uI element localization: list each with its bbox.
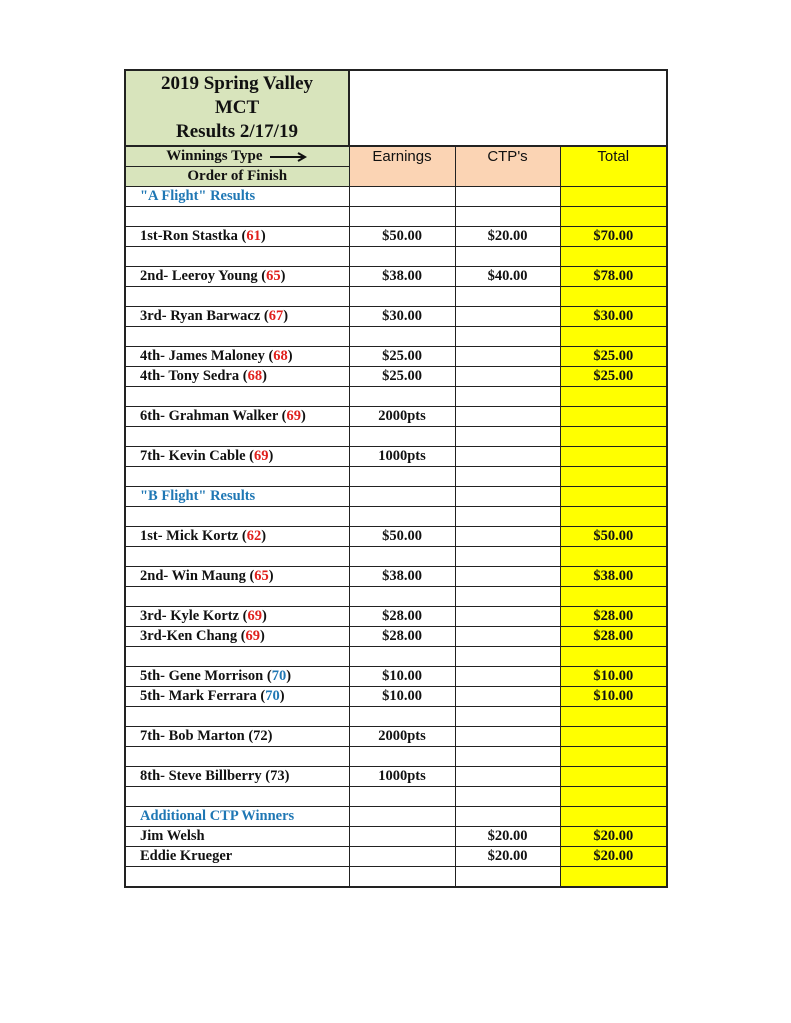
total-cell	[560, 727, 667, 747]
ctp-cell: $20.00	[455, 847, 560, 867]
section-label: "A Flight" Results	[125, 187, 349, 207]
results-table	[124, 69, 668, 888]
ctp-header: CTP's	[455, 146, 560, 187]
result-row	[125, 727, 667, 747]
player-score: 65	[254, 568, 269, 584]
blank-cell	[125, 587, 349, 607]
blank-cell	[125, 287, 349, 307]
total-header: Total	[560, 146, 667, 187]
total-cell: $20.00	[560, 827, 667, 847]
ctp-cell	[455, 707, 560, 727]
blank-row	[125, 587, 667, 607]
ctp-cell	[455, 627, 560, 647]
total-cell: $30.00	[560, 307, 667, 327]
blank-row	[125, 287, 667, 307]
ctp-cell	[455, 347, 560, 367]
earnings-cell: $10.00	[349, 687, 455, 707]
blank-cell	[125, 787, 349, 807]
player-text: 3rd- Kyle Kortz (	[140, 608, 248, 624]
earnings-cell	[349, 867, 455, 888]
result-row	[125, 527, 667, 547]
earnings-cell: 1000pts	[349, 447, 455, 467]
earnings-cell: 2000pts	[349, 407, 455, 427]
total-cell	[560, 287, 667, 307]
header-row	[125, 146, 667, 167]
player-text: 4th- James Maloney (	[140, 348, 274, 364]
earnings-cell: $28.00	[349, 607, 455, 627]
player-text: 6th- Grahman Walker (	[140, 408, 287, 424]
player-name	[125, 567, 349, 587]
earnings-cell: $38.00	[349, 267, 455, 287]
player-score-close: )	[301, 408, 306, 424]
ctp-cell	[455, 307, 560, 327]
result-row	[125, 567, 667, 587]
results-sheet	[124, 69, 666, 888]
ctp-cell: $20.00	[455, 227, 560, 247]
blank-row	[125, 387, 667, 407]
player-score-close: )	[260, 628, 265, 644]
result-row	[125, 407, 667, 427]
total-cell	[560, 387, 667, 407]
section-row	[125, 487, 667, 507]
total-cell: $20.00	[560, 847, 667, 867]
total-cell	[560, 467, 667, 487]
blank-cell	[125, 547, 349, 567]
ctp-cell	[455, 647, 560, 667]
title-row	[125, 70, 667, 146]
player-score-close: )	[279, 688, 285, 704]
ctp-cell	[455, 247, 560, 267]
ctp-cell	[455, 867, 560, 888]
player-score-close: )	[260, 228, 266, 244]
total-cell	[560, 587, 667, 607]
total-cell: $50.00	[560, 527, 667, 547]
ctp-cell	[455, 787, 560, 807]
result-row	[125, 267, 667, 287]
earnings-cell: $50.00	[349, 527, 455, 547]
earnings-cell	[349, 187, 455, 207]
earnings-cell	[349, 547, 455, 567]
player-text: 5th- Mark Ferrara (	[140, 688, 266, 704]
total-cell: $78.00	[560, 267, 667, 287]
player-score-close: )	[268, 448, 274, 464]
section-label: "B Flight" Results	[125, 487, 349, 507]
total-cell	[560, 807, 667, 827]
player-score: 61	[246, 228, 261, 244]
player-name	[125, 447, 349, 467]
total-cell	[560, 487, 667, 507]
total-cell: $70.00	[560, 227, 667, 247]
blank-row	[125, 747, 667, 767]
player-score-close: )	[286, 668, 292, 684]
title-blank-cell	[349, 70, 667, 146]
earnings-cell: $25.00	[349, 347, 455, 367]
player-name	[125, 687, 349, 707]
player-name	[125, 227, 349, 247]
section-row	[125, 807, 667, 827]
player-text: Eddie Krueger	[140, 848, 233, 864]
player-name	[125, 667, 349, 687]
ctp-cell	[455, 567, 560, 587]
player-score: 68	[247, 368, 263, 384]
player-score: 70	[265, 688, 280, 704]
blank-cell	[125, 867, 349, 888]
player-score: 68	[273, 348, 288, 364]
earnings-cell	[349, 467, 455, 487]
blank-row	[125, 707, 667, 727]
blank-row	[125, 327, 667, 347]
player-score: 62	[246, 528, 262, 544]
earnings-cell: $30.00	[349, 307, 455, 327]
ctp-cell: $20.00	[455, 827, 560, 847]
earnings-cell	[349, 327, 455, 347]
ctp-cell	[455, 767, 560, 787]
ctp-cell	[455, 367, 560, 387]
player-text: Jim Welsh	[140, 828, 205, 844]
ctp-cell	[455, 327, 560, 347]
blank-cell	[125, 707, 349, 727]
result-row	[125, 847, 667, 867]
earnings-header: Earnings	[349, 146, 455, 187]
player-text: 7th- Bob Marton (72)	[140, 728, 273, 744]
blank-cell	[125, 467, 349, 487]
player-score-close: )	[268, 568, 274, 584]
player-text: 8th- Steve Billberry (73)	[140, 768, 290, 784]
earnings-cell	[349, 427, 455, 447]
player-text: 3rd- Ryan Barwacz (	[140, 308, 269, 324]
ctp-cell	[455, 667, 560, 687]
title-line-3: Results 2/17/19	[176, 121, 298, 142]
player-name	[125, 827, 349, 847]
blank-cell	[125, 387, 349, 407]
ctp-cell	[455, 727, 560, 747]
result-row	[125, 827, 667, 847]
ctp-cell	[455, 507, 560, 527]
ctp-cell	[455, 427, 560, 447]
blank-row	[125, 647, 667, 667]
player-text: 2nd- Leeroy Young (	[140, 268, 267, 284]
earnings-cell	[349, 807, 455, 827]
result-row	[125, 227, 667, 247]
result-row	[125, 347, 667, 367]
result-row	[125, 607, 667, 627]
player-score: 69	[253, 448, 269, 464]
total-cell: $28.00	[560, 627, 667, 647]
player-score-close: )	[283, 308, 289, 324]
player-score-close: )	[261, 528, 267, 544]
total-cell	[560, 427, 667, 447]
player-name	[125, 727, 349, 747]
section-label: Additional CTP Winners	[125, 807, 349, 827]
blank-cell	[125, 427, 349, 447]
total-cell	[560, 207, 667, 227]
total-cell	[560, 707, 667, 727]
blank-row	[125, 787, 667, 807]
title-line-2: MCT	[214, 97, 260, 118]
ctp-cell	[455, 687, 560, 707]
total-cell	[560, 787, 667, 807]
blank-cell	[125, 507, 349, 527]
winnings-type-cell	[125, 146, 349, 167]
total-cell: $10.00	[560, 667, 667, 687]
blank-row	[125, 247, 667, 267]
total-cell: $28.00	[560, 607, 667, 627]
player-score-close: )	[262, 608, 267, 624]
total-cell: $38.00	[560, 567, 667, 587]
earnings-cell	[349, 747, 455, 767]
player-score: 67	[268, 308, 284, 324]
ctp-cell	[455, 547, 560, 567]
arrow-right-icon	[270, 152, 308, 162]
ctp-cell	[455, 807, 560, 827]
earnings-cell: 1000pts	[349, 767, 455, 787]
player-name	[125, 407, 349, 427]
player-name	[125, 607, 349, 627]
result-row	[125, 307, 667, 327]
player-name	[125, 267, 349, 287]
earnings-cell	[349, 847, 455, 867]
player-name	[125, 367, 349, 387]
player-score: 69	[286, 408, 301, 424]
ctp-cell	[455, 587, 560, 607]
player-text: 3rd-Ken Chang (	[140, 628, 246, 644]
ctp-cell	[455, 407, 560, 427]
blank-row	[125, 507, 667, 527]
earnings-cell	[349, 387, 455, 407]
blank-cell	[125, 747, 349, 767]
earnings-cell: $50.00	[349, 227, 455, 247]
blank-cell	[125, 327, 349, 347]
ctp-cell	[455, 447, 560, 467]
total-cell	[560, 407, 667, 427]
result-row	[125, 687, 667, 707]
player-name	[125, 767, 349, 787]
player-name	[125, 627, 349, 647]
blank-cell	[125, 647, 349, 667]
ctp-cell	[455, 487, 560, 507]
earnings-cell	[349, 587, 455, 607]
total-cell: $25.00	[560, 367, 667, 387]
title-line-1: 2019 Spring Valley	[160, 73, 314, 94]
total-cell: $10.00	[560, 687, 667, 707]
earnings-cell	[349, 487, 455, 507]
winnings-type-label: Winnings Type	[166, 148, 263, 164]
player-score-close: )	[280, 268, 286, 284]
result-row	[125, 447, 667, 467]
result-row	[125, 667, 667, 687]
ctp-cell	[455, 287, 560, 307]
earnings-cell: $38.00	[349, 567, 455, 587]
total-cell	[560, 547, 667, 567]
total-cell	[560, 447, 667, 467]
order-of-finish-cell: Order of Finish	[125, 167, 349, 187]
ctp-cell	[455, 607, 560, 627]
earnings-cell	[349, 247, 455, 267]
earnings-cell: 2000pts	[349, 727, 455, 747]
blank-row	[125, 547, 667, 567]
section-row	[125, 187, 667, 207]
ctp-cell	[455, 207, 560, 227]
ctp-cell	[455, 467, 560, 487]
title-cell	[125, 70, 349, 146]
total-cell	[560, 647, 667, 667]
player-text: 2nd- Win Maung (	[140, 568, 255, 584]
player-name	[125, 527, 349, 547]
ctp-cell	[455, 387, 560, 407]
blank-cell	[125, 207, 349, 227]
earnings-cell: $28.00	[349, 627, 455, 647]
total-cell: $25.00	[560, 347, 667, 367]
blank-row	[125, 867, 667, 888]
total-cell	[560, 507, 667, 527]
ctp-cell	[455, 527, 560, 547]
total-cell	[560, 187, 667, 207]
blank-cell	[125, 247, 349, 267]
player-name	[125, 347, 349, 367]
player-text: 7th- Kevin Cable (	[140, 448, 254, 464]
earnings-cell	[349, 707, 455, 727]
total-cell	[560, 867, 667, 888]
earnings-cell	[349, 287, 455, 307]
player-name	[125, 847, 349, 867]
player-text: 1st-Ron Stastka (	[140, 228, 247, 244]
blank-row	[125, 467, 667, 487]
player-name	[125, 307, 349, 327]
total-cell	[560, 247, 667, 267]
ctp-cell	[455, 747, 560, 767]
total-cell	[560, 327, 667, 347]
earnings-cell	[349, 787, 455, 807]
player-score: 69	[247, 608, 263, 624]
player-text: 1st- Mick Kortz (	[140, 528, 247, 544]
earnings-cell	[349, 647, 455, 667]
player-text: 5th- Gene Morrison (	[140, 668, 272, 684]
earnings-cell: $25.00	[349, 367, 455, 387]
total-cell	[560, 747, 667, 767]
blank-row	[125, 427, 667, 447]
result-row	[125, 627, 667, 647]
ctp-cell: $40.00	[455, 267, 560, 287]
player-score-close: )	[287, 348, 293, 364]
earnings-cell	[349, 207, 455, 227]
blank-row	[125, 207, 667, 227]
result-row	[125, 767, 667, 787]
player-score: 65	[266, 268, 281, 284]
player-text: 4th- Tony Sedra (	[140, 368, 248, 384]
player-score-close: )	[262, 368, 267, 384]
player-score: 69	[245, 628, 261, 644]
earnings-cell: $10.00	[349, 667, 455, 687]
earnings-cell	[349, 827, 455, 847]
earnings-cell	[349, 507, 455, 527]
player-score: 70	[271, 668, 287, 684]
ctp-cell	[455, 187, 560, 207]
total-cell	[560, 767, 667, 787]
result-row	[125, 367, 667, 387]
